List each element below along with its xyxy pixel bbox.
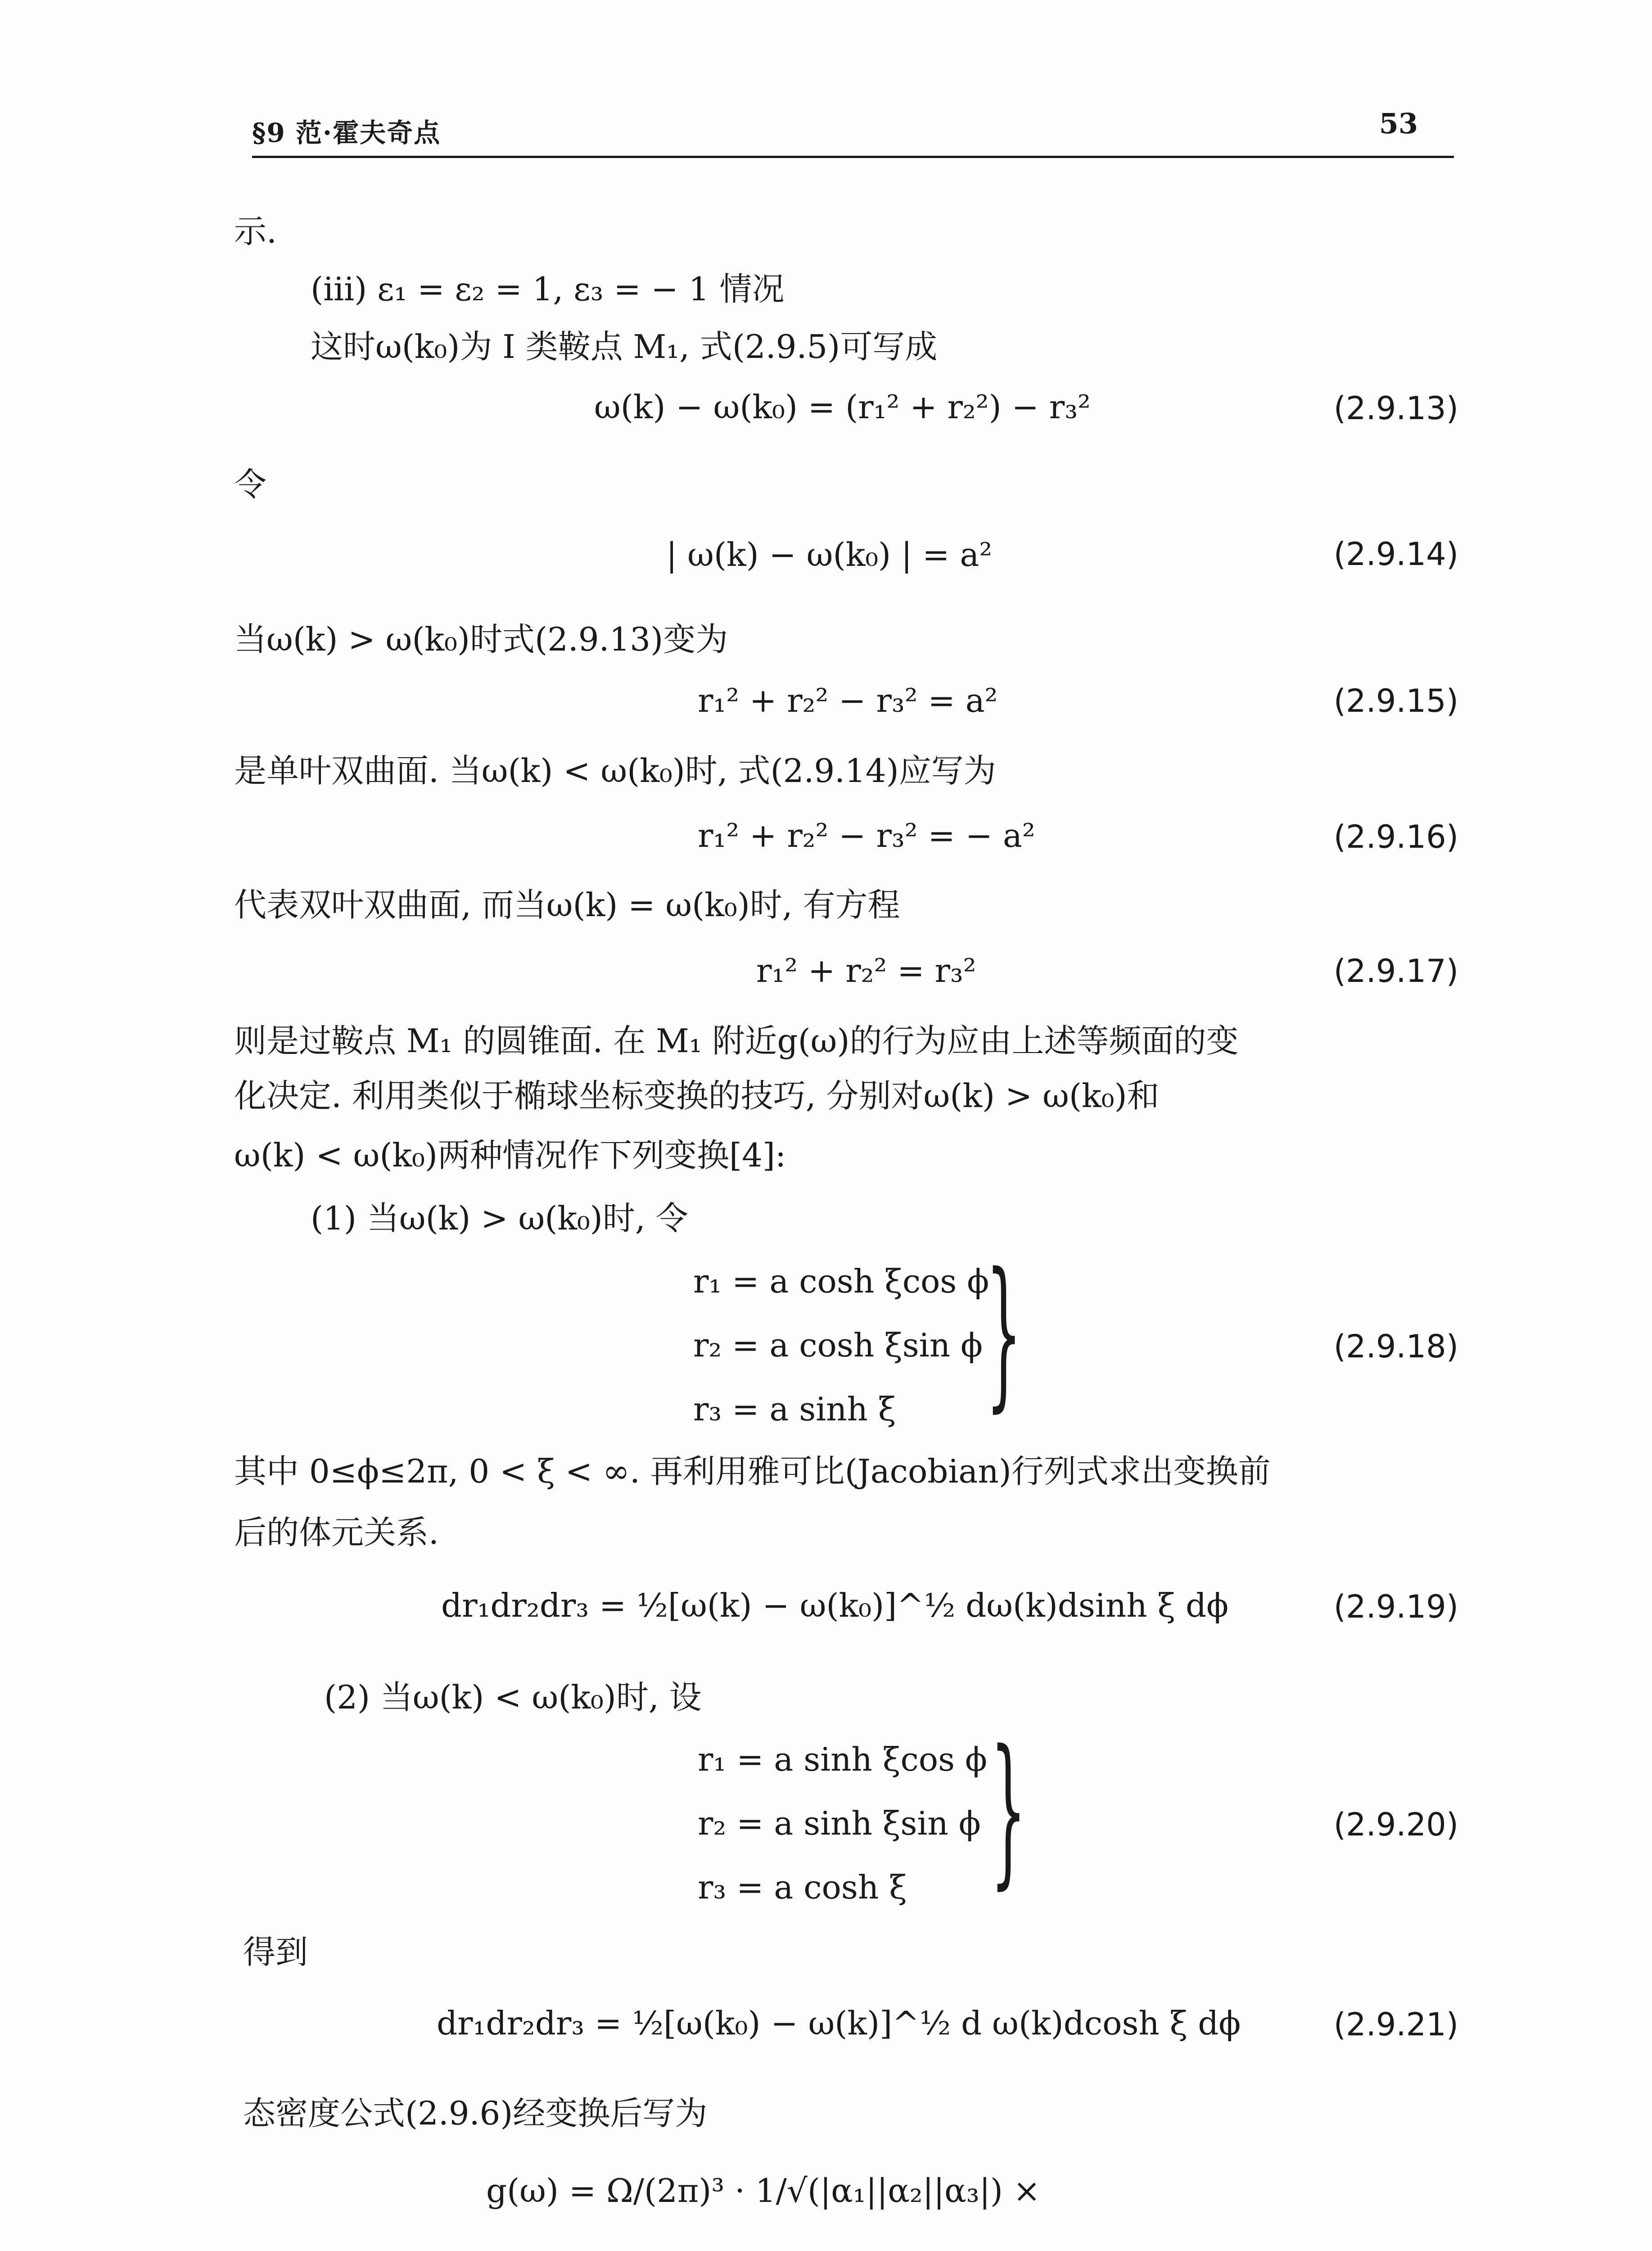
equation: r₁² + r₂² − r₃² = a² xyxy=(698,682,998,719)
equation-system-line: r₃ = a cosh ξ xyxy=(698,1868,907,1906)
text-line: 这时ω(k₀)为 Ⅰ 类鞍点 M₁, 式(2.9.5)可写成 xyxy=(311,328,938,366)
text-line: 化决定. 利用类似于椭球坐标变换的技巧, 分别对ω(k) > ω(k₀)和 xyxy=(234,1077,1160,1115)
equation: r₁² + r₂² = r₃² xyxy=(756,952,976,990)
equation-number: (2.9.15) xyxy=(1333,683,1458,719)
text-line: 当ω(k) > ω(k₀)时式(2.9.13)变为 xyxy=(234,620,728,658)
right-brace: } xyxy=(986,1238,1022,1427)
equation-system-line: r₁ = a sinh ξcos ϕ xyxy=(698,1740,988,1778)
equation-number: (2.9.19) xyxy=(1333,1588,1458,1625)
header-rule xyxy=(252,156,1454,158)
running-header-section: §9 范·霍夫奇点 xyxy=(252,118,441,148)
text-line: 是单叶双曲面. 当ω(k) < ω(k₀)时, 式(2.9.14)应写为 xyxy=(234,752,996,790)
right-brace: } xyxy=(990,1715,1027,1904)
equation-system-line: r₂ = a sinh ξsin ϕ xyxy=(698,1804,981,1842)
equation-number: (2.9.13) xyxy=(1333,390,1458,427)
equation-number: (2.9.20) xyxy=(1333,1806,1458,1843)
case-heading: (1) 当ω(k) > ω(k₀)时, 令 xyxy=(311,1199,688,1237)
equation-number: (2.9.18) xyxy=(1333,1328,1458,1365)
text-line: 后的体元关系. xyxy=(234,1514,439,1551)
text-line: 则是过鞍点 M₁ 的圆锥面. 在 M₁ 附近g(ω)的行为应由上述等频面的变 xyxy=(234,1022,1239,1060)
equation-number: (2.9.14) xyxy=(1333,536,1458,573)
page-number: 53 xyxy=(1379,107,1418,140)
case-heading: (2) 当ω(k) < ω(k₀)时, 设 xyxy=(324,1678,702,1716)
text-line: 代表双叶双曲面, 而当ω(k) = ω(k₀)时, 有方程 xyxy=(234,886,900,924)
text-line: 示. xyxy=(234,212,277,250)
equation: g(ω) = Ω/(2π)³ · 1/√(|α₁||α₂||α₃|) × xyxy=(486,2172,1041,2210)
text-line: ω(k) < ω(k₀)两种情况作下列变换[4]: xyxy=(234,1136,786,1174)
equation: dr₁dr₂dr₃ = ½[ω(k) − ω(k₀)]^½ dω(k)dsinh ξ dϕ xyxy=(441,1587,1229,1624)
text-line: 态密度公式(2.9.6)经变换后写为 xyxy=(243,2094,708,2132)
equation-number: (2.9.21) xyxy=(1333,2006,1458,2043)
equation-system-line: r₁ = a cosh ξcos ϕ xyxy=(693,1262,989,1300)
case-heading: (iii) ε₁ = ε₂ = 1, ε₃ = − 1 情况 xyxy=(311,270,785,308)
equation: ω(k) − ω(k₀) = (r₁² + r₂²) − r₃² xyxy=(594,388,1091,426)
equation: | ω(k) − ω(k₀) | = a² xyxy=(666,536,993,574)
text-line: 得到 xyxy=(243,1933,308,1971)
equation: dr₁dr₂dr₃ = ½[ω(k₀) − ω(k)]^½ d ω(k)dcosh ξ dϕ xyxy=(437,2004,1241,2042)
equation-number: (2.9.17) xyxy=(1333,953,1458,990)
text-line: 令 xyxy=(234,466,267,503)
equation: r₁² + r₂² − r₃² = − a² xyxy=(698,817,1035,854)
equation-number: (2.9.16) xyxy=(1333,818,1458,855)
text-line: 其中 0≤ϕ≤2π, 0 < ξ < ∞. 再利用雅可比(Jacobian)行列式求出变换前 xyxy=(234,1452,1271,1490)
equation-system-line: r₂ = a cosh ξsin ϕ xyxy=(693,1326,983,1364)
equation-system-line: r₃ = a sinh ξ xyxy=(693,1390,896,1428)
